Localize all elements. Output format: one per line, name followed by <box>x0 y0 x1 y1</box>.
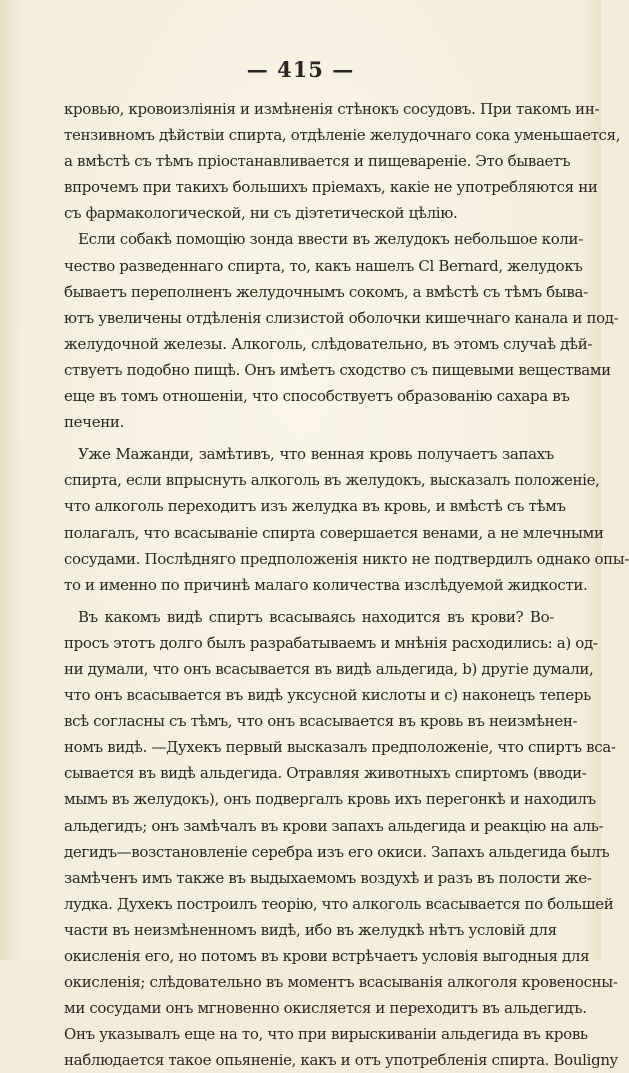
text-line: мымъ въ желудокъ), онъ подвергалъ кровь ихъ перегонкѣ и находилъ <box>64 790 596 809</box>
text-line: что онъ всасывается въ видѣ уксусной кислоты и c) наконецъ теперь <box>64 686 591 705</box>
text-line: ни думали, что онъ всасывается въ видѣ альдегида, b) другіе думали, <box>64 659 594 678</box>
text-line: Онъ указывалъ еще на то, что при вирыскиваніи альдегида въ кровь <box>64 1025 588 1044</box>
text-line: сывается въ видѣ альдегида. Отравляя животныхъ спиртомъ (вводи- <box>64 764 587 783</box>
text-line: наблюдается такое опьяненіе, какъ и отъ употребленія спирта. Bouligny <box>64 1051 618 1070</box>
text-line: замѣченъ имъ также въ выдыхаемомъ воздухѣ и разъ въ полости же- <box>64 868 592 887</box>
text-line: впрочемъ при такихъ большихъ пріемахъ, какіе не употребляются ни <box>64 178 598 197</box>
text-line: то и именно по причинѣ малаго количества изслѣдуемой жидкости. <box>64 575 588 594</box>
text-line: просъ этотъ долго былъ разрабатываемъ и мнѣнія расходились: a) од- <box>64 633 598 652</box>
text-line: ютъ увеличены отдѣленія слизистой оболочки кишечнаго канала и под- <box>64 308 619 327</box>
text-line: Если собакѣ помощію зонда ввести въ желудокъ небольшое коли- <box>78 230 583 249</box>
text-line: желудочной железы. Алкоголь, слѣдовательно, въ этомъ случаѣ дѣй- <box>64 334 593 353</box>
text-line: ствуетъ подобно пищѣ. Онъ имѣетъ сходство съ пищевыми веществами <box>64 360 611 379</box>
text-line: лудка. Духекъ построилъ теорію, что алкоголь всасывается по большей <box>64 894 614 913</box>
text-line: полагалъ, что всасываніе спирта совершается венами, а не млечными <box>64 523 604 542</box>
text-line: а вмѣстѣ съ тѣмъ пріостанавливается и пищевареніе. Это бываетъ <box>64 152 571 171</box>
body-text <box>64 96 629 1073</box>
text-line: тензивномъ дѣйствіи спирта, отдѣленіе желудочнаго сока уменьшается, <box>64 126 621 145</box>
text-line: сосудами. Послѣдняго предположенія никто не подтвердилъ однако опы- <box>64 549 629 568</box>
text-line: альдегидъ; онъ замѣчалъ въ крови запахъ альдегида и реакцію на аль- <box>64 816 604 835</box>
text-line: окисленія; слѣдовательно въ моментъ всасыванія алкоголя кровеносны- <box>64 973 618 992</box>
text-line: окисленія его, но потомъ въ крови встрѣчаетъ условія выгодныя для <box>64 947 590 965</box>
page-number: — 415 — <box>246 57 355 82</box>
text-line: бываетъ переполненъ желудочнымъ сокомъ, а вмѣстѣ съ тѣмъ быва- <box>64 282 588 301</box>
text-line: съ фармакологической, ни съ діэтетической цѣлію. <box>64 204 458 223</box>
text-line: части въ неизмѣненномъ видѣ, ибо въ желудкѣ нѣтъ условій для <box>64 920 557 939</box>
text-line: что алкоголь переходитъ изъ желудка въ кровь, и вмѣстѣ съ тѣмъ <box>64 497 566 516</box>
text-line: Въ какомъ видѣ спиртъ всасываясь находится въ крови? Во- <box>78 607 554 626</box>
text-line: номъ видѣ. —Духекъ первый высказалъ предположеніе, что спиртъ вса- <box>64 738 616 757</box>
text-line: кровью, кровоизліянія и измѣненія стѣнокъ сосудовъ. При такомъ ин- <box>64 100 600 118</box>
text-line: еще въ томъ отношеніи, что способствуетъ образованію сахара въ <box>64 387 570 406</box>
text-line: печени. <box>64 413 124 432</box>
text-line: спирта, если впрыснуть алкоголь въ желудокъ, высказалъ положеніе, <box>64 471 600 490</box>
text-line: всѣ согласны съ тѣмъ, что онъ всасывается въ кровь въ неизмѣнен- <box>64 712 578 731</box>
text-line: ми сосудами онъ мгновенно окисляется и переходитъ въ альдегидъ. <box>64 999 587 1018</box>
text-line: дегидъ—возстановленіе серебра изъ его окиси. Запахъ альдегида былъ <box>64 842 610 861</box>
text-line: чество разведеннаго спирта, то, какъ нашелъ Cl Bernard, желудокъ <box>64 256 583 275</box>
text-line: Уже Мажанди, замѣтивъ, что венная кровь получаетъ запахъ <box>78 445 554 464</box>
